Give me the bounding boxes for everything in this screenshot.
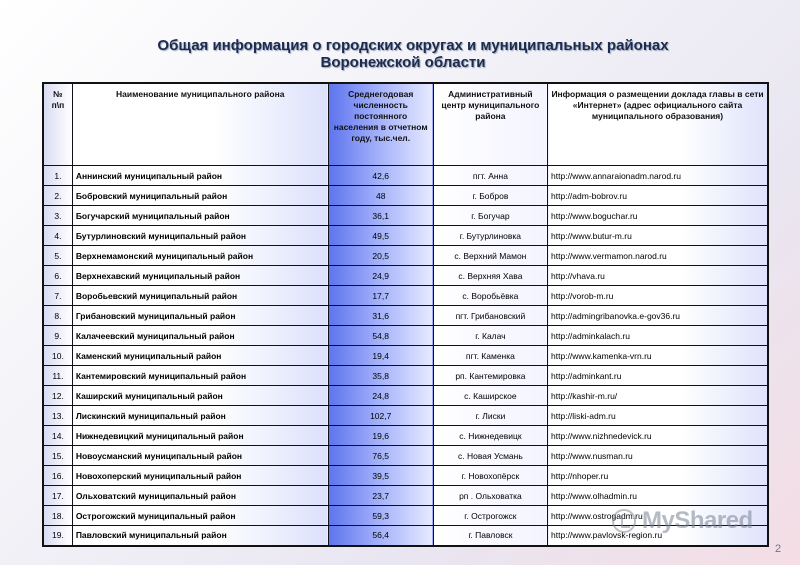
row-population: 48 [328, 186, 433, 206]
table-row [43, 186, 768, 206]
row-district-name: Ольховатский муниципальный район [72, 486, 328, 506]
header-population: Среднегодовая численность постоянного населения в отчетном году, тыс.чел. [328, 83, 433, 166]
table-row [43, 266, 768, 286]
row-district-name: Калачеевский муниципальный район [72, 326, 328, 346]
row-district-name: Каменский муниципальный район [72, 346, 328, 366]
table-row [43, 406, 768, 426]
row-admin-center: г. Новохопёрск [433, 466, 547, 486]
row-website: http://www.ostrogadm.ru [548, 506, 768, 526]
table-row [43, 286, 768, 306]
header-num: № п\п [43, 83, 72, 166]
title-line-1: Общая информация о городских округах и муниципальных районах [157, 37, 669, 54]
row-admin-center: пгт. Грибановский [433, 306, 547, 326]
row-district-name: Лискинский муниципальный район [72, 406, 328, 426]
row-population: 35,8 [328, 366, 433, 386]
table-row [43, 206, 768, 226]
row-website: http://adm-bobrov.ru [548, 186, 768, 206]
table-row [43, 306, 768, 326]
table-row [43, 466, 768, 486]
row-num: 5. [43, 246, 72, 266]
row-num: 6. [43, 266, 72, 286]
row-admin-center: рп . Ольховатка [433, 486, 547, 506]
page-title [0, 37, 800, 71]
row-num: 15. [43, 446, 72, 466]
table-row [43, 486, 768, 506]
row-website: http://kashir-m.ru/ [548, 386, 768, 406]
header-info: Информация о размещении доклада главы в сети «Интернет» (адрес официального сайта муниципального образования) [548, 83, 768, 166]
row-admin-center: с. Каширское [433, 386, 547, 406]
row-population: 20,5 [328, 246, 433, 266]
row-num: 13. [43, 406, 72, 426]
row-admin-center: г. Бобров [433, 186, 547, 206]
row-district-name: Грибановский муниципальный район [72, 306, 328, 326]
row-website: http://www.annaraionadm.narod.ru [548, 166, 768, 186]
table-row [43, 346, 768, 366]
row-population: 19,6 [328, 426, 433, 446]
row-population: 24,9 [328, 266, 433, 286]
row-admin-center: пгт. Анна [433, 166, 547, 186]
row-admin-center: г. Острогожск [433, 506, 547, 526]
row-website: http://www.olhadmin.ru [548, 486, 768, 506]
row-population: 49,5 [328, 226, 433, 246]
row-num: 9. [43, 326, 72, 346]
row-admin-center: рп. Кантемировка [433, 366, 547, 386]
row-admin-center: г. Калач [433, 326, 547, 346]
row-num: 19. [43, 526, 72, 546]
table-header-row [43, 83, 768, 166]
row-website: http://vhava.ru [548, 266, 768, 286]
row-website: http://adminkant.ru [548, 366, 768, 386]
row-population: 42,6 [328, 166, 433, 186]
row-district-name: Верхнемамонский муниципальный район [72, 246, 328, 266]
row-district-name: Воробьевский муниципальный район [72, 286, 328, 306]
row-district-name: Богучарский муниципальный район [72, 206, 328, 226]
row-admin-center: с. Воробьёвка [433, 286, 547, 306]
row-district-name: Новоусманский муниципальный район [72, 446, 328, 466]
row-district-name: Аннинский муниципальный район [72, 166, 328, 186]
row-admin-center: пгт. Каменка [433, 346, 547, 366]
row-num: 12. [43, 386, 72, 406]
row-website: http://www.nizhnedevick.ru [548, 426, 768, 446]
row-website: http://www.boguchar.ru [548, 206, 768, 226]
row-district-name: Павловский муниципальный район [72, 526, 328, 546]
page-number: 2 [775, 543, 782, 555]
row-website: http://www.pavlovsk-region.ru [548, 526, 768, 546]
row-admin-center: г. Богучар [433, 206, 547, 226]
row-num: 14. [43, 426, 72, 446]
row-num: 8. [43, 306, 72, 326]
watermark-text: MyShared [642, 507, 753, 534]
row-website: http://liski-adm.ru [548, 406, 768, 426]
row-population: 59,3 [328, 506, 433, 526]
row-admin-center: г. Павловск [433, 526, 547, 546]
table-row [43, 226, 768, 246]
row-population: 39,5 [328, 466, 433, 486]
row-population: 54,8 [328, 326, 433, 346]
row-district-name: Нижнедевицкий муниципальный район [72, 426, 328, 446]
row-population: 19,4 [328, 346, 433, 366]
row-num: 1. [43, 166, 72, 186]
row-website: http://nhoper.ru [548, 466, 768, 486]
table-row [43, 366, 768, 386]
row-admin-center: г. Лиски [433, 406, 547, 426]
table-row [43, 326, 768, 346]
row-admin-center: с. Нижнедевицк [433, 426, 547, 446]
row-website: http://vorob-m.ru [548, 286, 768, 306]
row-website: http://www.kamenka-vrn.ru [548, 346, 768, 366]
row-num: 4. [43, 226, 72, 246]
row-num: 10. [43, 346, 72, 366]
row-district-name: Бутурлиновский муниципальный район [72, 226, 328, 246]
table-row [43, 426, 768, 446]
title-line-2: Воронежской области [320, 54, 486, 71]
row-admin-center: с. Новая Усмань [433, 446, 547, 466]
row-district-name: Бобровский муниципальный район [72, 186, 328, 206]
row-admin-center: с. Верхний Мамон [433, 246, 547, 266]
row-district-name: Верхнехавский муниципальный район [72, 266, 328, 286]
row-population: 76,5 [328, 446, 433, 466]
row-num: 7. [43, 286, 72, 306]
row-num: 3. [43, 206, 72, 226]
row-website: http://www.nusman.ru [548, 446, 768, 466]
row-population: 102,7 [328, 406, 433, 426]
header-name: Наименование муниципального района [72, 83, 328, 166]
row-district-name: Новохоперский муниципальный район [72, 466, 328, 486]
row-num: 2. [43, 186, 72, 206]
row-num: 18. [43, 506, 72, 526]
row-num: 11. [43, 366, 72, 386]
header-admin-center: Административный центр муниципального района [433, 83, 547, 166]
districts-table [42, 82, 769, 547]
row-district-name: Каширский муниципальный район [72, 386, 328, 406]
row-population: 24,8 [328, 386, 433, 406]
table-row [43, 446, 768, 466]
row-population: 56,4 [328, 526, 433, 546]
row-website: http://www.vermamon.narod.ru [548, 246, 768, 266]
watermark [612, 507, 772, 537]
row-population: 23,7 [328, 486, 433, 506]
row-population: 31,6 [328, 306, 433, 326]
row-admin-center: г. Бутурлиновка [433, 226, 547, 246]
row-district-name: Острогожский муниципальный район [72, 506, 328, 526]
row-num: 16. [43, 466, 72, 486]
row-population: 36,1 [328, 206, 433, 226]
row-num: 17. [43, 486, 72, 506]
row-admin-center: с. Верхняя Хава [433, 266, 547, 286]
row-population: 17,7 [328, 286, 433, 306]
row-district-name: Кантемировский муниципальный район [72, 366, 328, 386]
table-row [43, 386, 768, 406]
row-website: http://adminkalach.ru [548, 326, 768, 346]
watermark-logo-icon [612, 509, 636, 533]
row-website: http://admingribanovka.e-gov36.ru [548, 306, 768, 326]
table-row [43, 246, 768, 266]
table-row [43, 166, 768, 186]
row-website: http://www.butur-m.ru [548, 226, 768, 246]
